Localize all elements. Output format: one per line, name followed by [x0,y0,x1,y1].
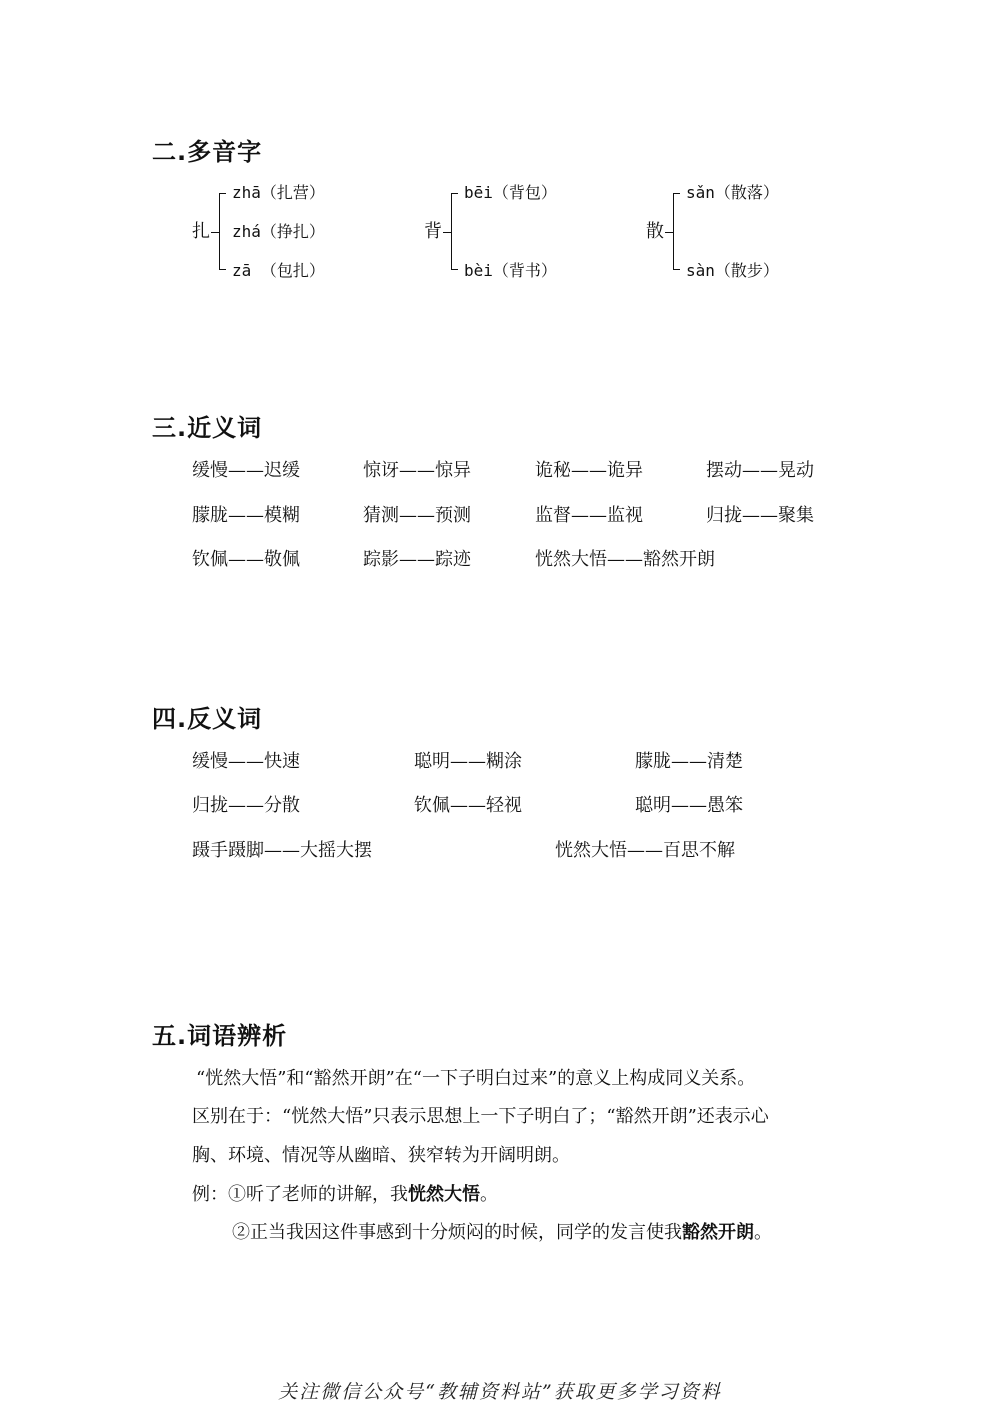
synonym-pair: 恍然大悟——豁然开朗 [535,549,715,570]
bracket-stub [665,232,673,233]
reading: bēi（背包） [464,183,557,202]
example-prefix: 例：①听了老师的讲解，我 [192,1184,408,1205]
analysis-line: 区别在于：“恍然大悟”只表示思想上一下子明白了；“豁然开朗”还表示心 [192,1106,769,1127]
bracket [673,193,674,270]
example-1 [192,1184,498,1206]
synonym-pair: 监督——监视 [535,505,643,526]
antonym-pair: 钦佩——轻视 [414,795,522,816]
antonym-pair: 恍然大悟——百思不解 [555,840,735,861]
synonym-pair: 钦佩——敬佩 [192,549,300,570]
synonym-pair: 缓慢——迟缓 [192,460,300,481]
footer-note: 关注微信公众号“教辅资料站”获取更多学习资料 [278,1381,722,1403]
antonym-pair: 聪明——愚笨 [635,795,743,816]
analysis-line: “恍然大悟”和“豁然开朗”在“一下子明白过来”的意义上构成同义关系。 [196,1068,756,1089]
synonym-pair: 摆动——晃动 [706,460,814,481]
antonym-pair: 聪明——糊涂 [414,751,522,772]
example-suffix: 。 [754,1222,772,1243]
synonym-pair: 惊讶——惊异 [363,460,471,481]
example-prefix: ②正当我因这件事感到十分烦闷的时候，同学的发言使我 [232,1222,682,1243]
synonym-pair: 朦胧——模糊 [192,505,300,526]
polyphonic-char: 散 [646,221,664,242]
bracket-stub [211,232,219,233]
reading: zā （包扎） [232,261,325,280]
bracket [451,193,452,270]
section-title-word-analysis: 五.词语辨析 [152,1022,288,1050]
antonym-pair: 蹑手蹑脚——大摇大摆 [192,840,372,861]
example-2 [232,1222,772,1244]
reading: bèi（背书） [464,261,557,280]
reading: sǎn（散落） [686,183,779,202]
section-title-synonyms: 三.近义词 [152,414,263,442]
reading: zhá（挣扎） [232,222,325,241]
synonym-pair: 诡秘——诡异 [535,460,643,481]
analysis-line: 胸、环境、情况等从幽暗、狭窄转为开阔明朗。 [192,1145,570,1166]
reading: sàn（散步） [686,261,779,280]
synonym-pair: 踪影——踪迹 [363,549,471,570]
bracket [219,193,220,270]
polyphonic-char: 背 [424,221,442,242]
synonym-pair: 归拢——聚集 [706,505,814,526]
example-keyword: 豁然开朗 [682,1222,754,1243]
bracket-stub [443,232,451,233]
antonym-pair: 归拢——分散 [192,795,300,816]
synonym-pair: 猜测——预测 [363,505,471,526]
reading: zhā（扎营） [232,183,325,202]
section-title-polyphonic: 二.多音字 [152,138,263,166]
section-title-antonyms: 四.反义词 [152,705,263,733]
example-suffix: 。 [480,1184,498,1205]
antonym-pair: 缓慢——快速 [192,751,300,772]
example-keyword: 恍然大悟 [408,1184,480,1205]
antonym-pair: 朦胧——清楚 [635,751,743,772]
polyphonic-char: 扎 [192,221,210,242]
